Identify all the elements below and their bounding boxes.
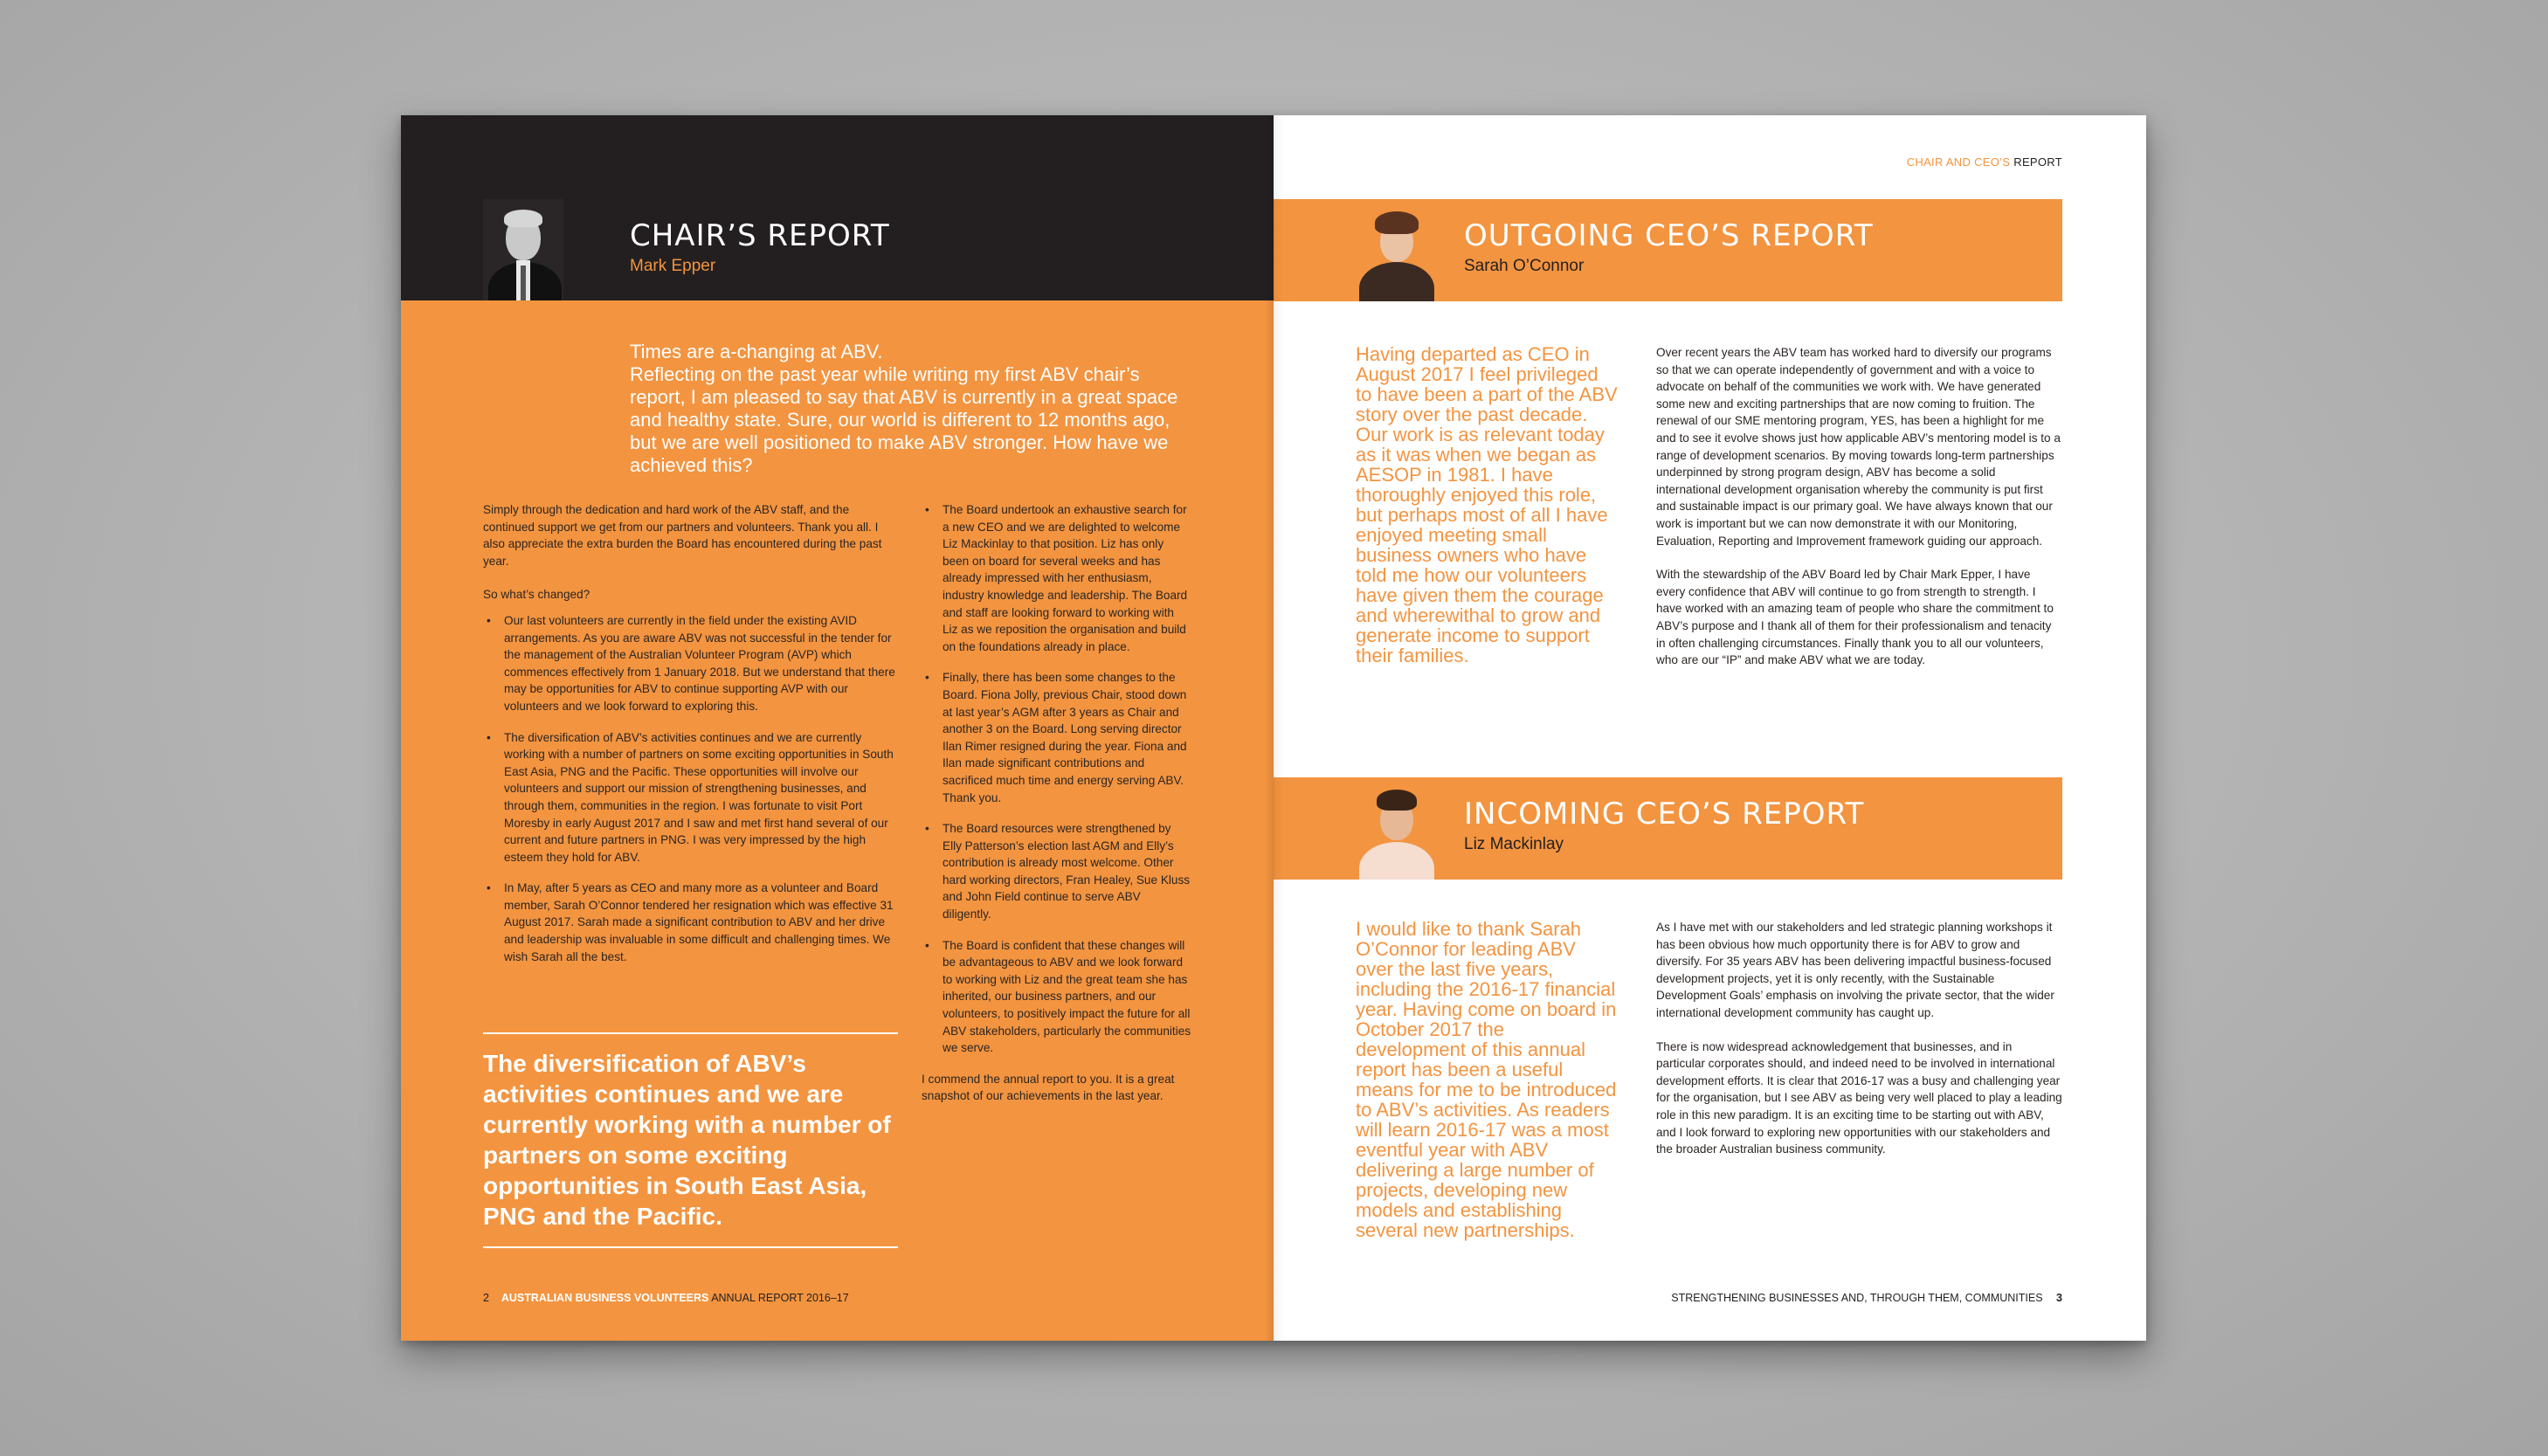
running-header-part-1: CHAIR AND CEO’S xyxy=(1906,155,2011,169)
list-item: • The Board resources were strengthened by Elly Patterson’s election last AGM and Elly’s contribution is already most welcome. Other hard working directors, Fran Healey, Sue Kluss and John Field continue to serve ABV diligently. xyxy=(922,820,1192,923)
chair-report-author: Mark Epper xyxy=(630,257,716,275)
incoming-body xyxy=(1656,919,2062,1175)
right-footer xyxy=(1671,1292,2062,1304)
right-page xyxy=(1274,115,2146,1341)
outgoing-lead-text: Having departed as CEO in August 2017 I feel privileged to have been a part of the ABV story over the past decade. Our work is as relevant today as it was when we began as AESOP in 1981. I have thoroughly enjoyed this role, but perhaps most of all I have enjoyed meeting small business owners who have told me how our volunteers have given them the courage and wherewithal to grow and generate income to support their families. xyxy=(1356,343,1618,666)
col1-bullet-list xyxy=(483,612,898,965)
left-page-number: 2 xyxy=(483,1292,489,1304)
col1-paragraph-2: So what’s changed? xyxy=(483,588,590,602)
left-page xyxy=(401,115,1274,1341)
chair-portrait xyxy=(483,199,563,300)
running-header-part-2: REPORT xyxy=(2013,155,2062,169)
list-item: • Our last volunteers are currently in the field under the existing AVID arrangements. As you are aware ABV was not successful in the tender for the management of the Australian Volunteer Program (AVP) which commences effectively from 1 January 2018. But we understand that there may be opportunities for ABV to continue supporting AVP with our volunteers and we look forward to exploring this. xyxy=(483,612,898,715)
outgoing-paragraph-1: Over recent years the ABV team has worked hard to diversify our programs so that we can operate independently of government and with a voice to advocate on behalf of the communities we work with. We have generated some new and exciting partnerships that are now coming to fruition. The renewal of our SME mentoring program, YES, has been a highlight for me and to see it evolve shows just how applicable ABV’s mentoring model is to a range of development scenarios. By moving towards long-term partnerships underpinned by strong program design, ABV has become a solid international development organisation whereby the community is put first and sustainable impact is our primary goal. We have always known that our work is important but we can now demonstrate it with our Monitoring, Evaluation, Reporting and Improvement framework guiding our approach. xyxy=(1656,346,2061,548)
col1-paragraph-1: Simply through the dedication and hard work of the ABV staff, and the continued support we get from our partners and volunteers. Thank you all. I also appreciate the extra burden the Board has encountered during the past year. xyxy=(483,503,882,568)
list-item: • The diversification of ABV’s activities continues and we are currently working with a number of partners on some exciting opportunities in South East Asia, PNG and the Pacific. These opportunities will involve our volunteers and support our mission of strengthening businesses, and through them, communities in the region. I was fortunate to visit Port Moresby in early August 2017 and I saw and met first hand several of our current and future partners in PNG. I was very impressed by the high esteem they hold for ABV. xyxy=(483,729,898,866)
right-page-number: 3 xyxy=(2056,1292,2062,1304)
incoming-ceo-author: Liz Mackinlay xyxy=(1464,835,1564,853)
chair-column-1 xyxy=(483,501,898,979)
outgoing-body xyxy=(1656,344,2062,686)
outgoing-ceo-author: Sarah O’Connor xyxy=(1464,257,1585,275)
list-item: • The Board undertook an exhaustive search for a new CEO and we are delighted to welcome Liz Mackinlay to that position. Liz has only been on board for several weeks and has already impressed with her enthusiasm, industry knowledge and leadership. The Board and staff are looking forward to working with Liz as we reposition the organisation and build on the foundations already in place. xyxy=(922,501,1192,655)
footer-report-name: ANNUAL REPORT 2016–17 xyxy=(711,1292,849,1304)
chair-column-2 xyxy=(922,501,1192,1121)
intro-line-2: Reflecting on the past year while writing my first ABV chair’s report, I am pleased to say that ABV is currently in a great space and healthy state. Sure, our world is different to 12 months ago, but we are well positioned to make ABV stronger. How have we achieved this? xyxy=(630,363,1178,476)
incoming-ceo-title: INCOMING CEO’S REPORT xyxy=(1464,797,1865,832)
outgoing-ceo-title: OUTGOING CEO’S REPORT xyxy=(1464,218,1874,253)
list-item: • Finally, there has been some changes to the Board. Fiona Jolly, previous Chair, stood down at last year’s AGM after 3 years as Chair and another 3 on the Board. Long serving director Ilan Rimer resigned during the year. Fiona and Ilan made significant contributions and sacrificed much time and energy serving ABV. Thank you. xyxy=(922,669,1192,806)
incoming-paragraph-1: As I have met with our stakeholders and led strategic planning workshops it has been obvious how much opportunity there is for ABV to grow and diversify. For 35 years ABV has been delivering impactful business-focused development projects, yet it is only recently, with the Sustainable Development Goals’ emphasis on involving the private sector, that the wider international development community has caught up. xyxy=(1656,921,2054,1019)
footer-tagline: STRENGTHENING BUSINESSES AND, THROUGH THEM, COMMUNITIES xyxy=(1671,1292,2043,1304)
outgoing-ceo-portrait xyxy=(1356,199,1436,301)
pull-quote: The diversification of ABV’s activities continues and we are currently working with a number of partners on some exciting opportunities in South East Asia, PNG and the Pacific. xyxy=(483,1032,898,1248)
intro-line-1: Times are a-changing at ABV. xyxy=(630,341,883,362)
incoming-paragraph-2: There is now widespread acknowledgement that businesses, and in particular corporates should, and indeed need to be involved in international development efforts. It is clear that 2016-17 was a busy and challenging year for the organisation, but I see ABV as being very well placed to play a leading role in this new paradigm. It is an exciting time to be starting out with ABV, and I look forward to exploring new opportunities with our stakeholders and the broader Australian business community. xyxy=(1656,1039,2062,1156)
chair-intro xyxy=(630,341,1189,477)
incoming-lead-text: I would like to thank Sarah O’Connor for leading ABV over the last five years, including the 2016-17 financial year. Having come on board in October 2017 the development of this annual report has been a useful means for me to be introduced to ABV’s activities. As readers will learn 2016-17 was a most eventful year with ABV delivering a large number of projects, developing new models and establishing several new partnerships. xyxy=(1356,918,1617,1241)
list-item: • The Board is confident that these changes will be advantageous to ABV and we look forward to working with Liz and the great team she has inherited, our business partners, and our volunteers, to positively impact the future for all ABV stakeholders, particularly the communities we serve. xyxy=(922,937,1192,1057)
col2-closing: I commend the annual report to you. It is a great snapshot of our achievements in the last year. xyxy=(922,1072,1175,1103)
outgoing-paragraph-2: With the stewardship of the ABV Board led by Chair Mark Epper, I have every confidence that ABV will continue to go from strength to strength. I have worked with an amazing team of people who share the commitment to ABV’s purpose and I thank all of them for their professionalism and tenacity in often challenging circumstances. Finally thank you to all our volunteers, who are our “IP” and make ABV what we are today. xyxy=(1656,568,2054,667)
incoming-ceo-portrait xyxy=(1356,777,1436,880)
right-running-header xyxy=(1907,155,2062,169)
brochure-spread xyxy=(401,115,2146,1341)
footer-org-name: AUSTRALIAN BUSINESS VOLUNTEERS xyxy=(501,1292,709,1304)
left-footer xyxy=(483,1292,849,1304)
col2-bullet-list xyxy=(922,501,1192,1057)
chair-report-title: CHAIR’S REPORT xyxy=(630,218,890,253)
list-item: • In May, after 5 years as CEO and many more as a volunteer and Board member, Sarah O’Connor tendered her resignation which was effective 31 August 2017. Sarah made a significant contribution to ABV and her drive and leadership was invaluable in some difficult and challenging times. We wish Sarah all the best. xyxy=(483,880,898,965)
